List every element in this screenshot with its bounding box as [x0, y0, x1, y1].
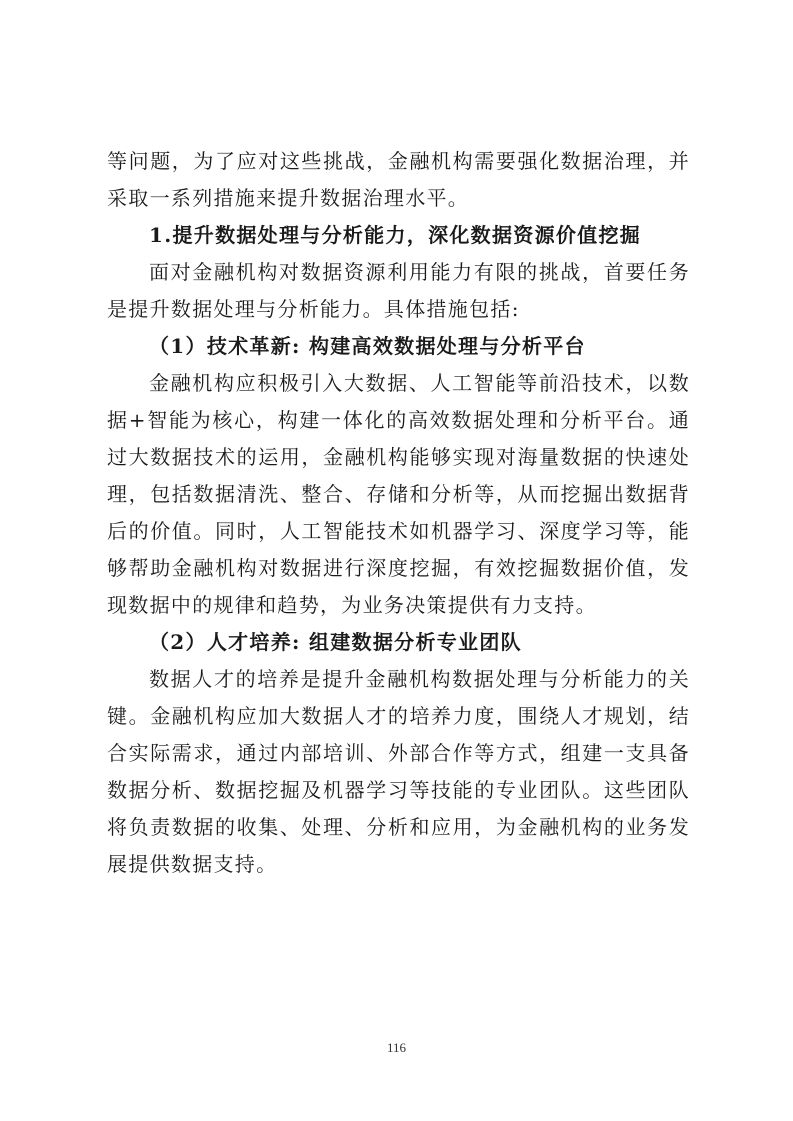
section-heading: 1.提升数据处理与分析能力，深化数据资源价值挖掘: [149, 223, 642, 247]
document-body: [107, 143, 690, 883]
body-paragraph: 面对金融机构对数据资源利用能力有限的挑战，首要任务是提升数据处理与分析能力。具体措施包括:: [107, 260, 690, 321]
continued-paragraph: 等问题，为了应对这些挑战，金融机构需要强化数据治理，并采取一系列措施来提升数据治理水平。: [107, 149, 690, 210]
body-paragraph: 金融机构应积极引入大数据、人工智能等前沿技术，以数据+智能为核心，构建一体化的高效数据处理和分析平台。通过大数据技术的运用，金融机构能够实现对海量数据的快速处理，包括数据清洗、整合、存储和分析等，从而挖掘出数据背后的价值。同时，人工智能技术如机器学习、深度学习等，能够帮助金融机构对数据进行深度挖掘，有效挖掘数据价值，发现数据中的规律和趋势，为业务决策提供有力支持。: [107, 371, 690, 617]
body-paragraph: 数据人才的培养是提升金融机构数据处理与分析能力的关键。金融机构应加大数据人才的培养力度，围绕人才规划，结合实际需求，通过内部培训、外部合作等方式，组建一支具备数据分析、数据挖掘及机器学习等技能的专业团队。这些团队将负责数据的收集、处理、分析和应用，为金融机构的业务发展提供数据支持。: [107, 667, 690, 876]
subsection-heading-talent: （2）人才培养: 组建数据分析专业团队: [149, 630, 522, 654]
subsection-heading-technology: （1）技术革新: 构建高效数据处理与分析平台: [149, 334, 586, 358]
page-number: 116: [386, 1040, 407, 1055]
